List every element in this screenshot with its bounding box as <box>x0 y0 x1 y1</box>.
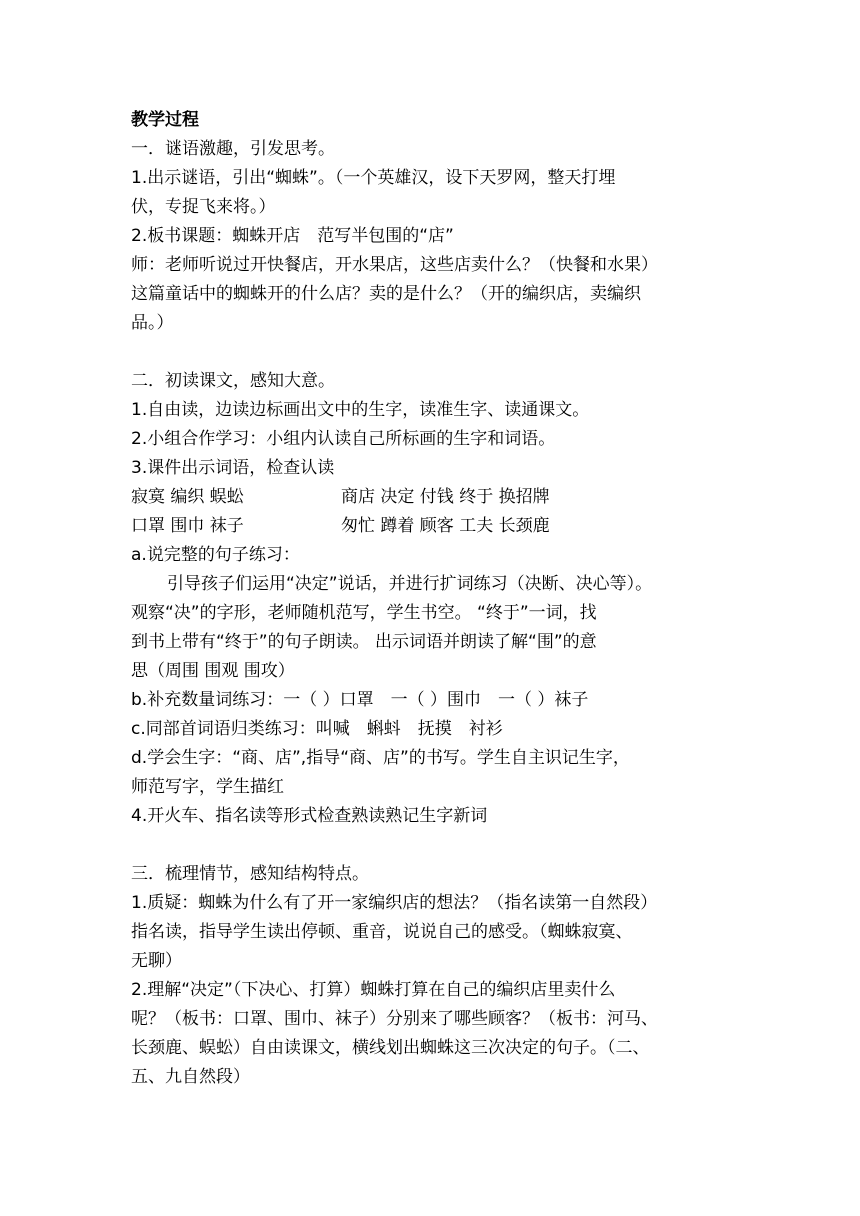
vocab-right: 匆忙 蹲着 顾客 工夫 长颈鹿 <box>341 516 550 536</box>
text-line: 师：老师听说过开快餐店，开水果店，这些店卖什么？（快餐和水果） <box>131 255 658 275</box>
section3-heading: 三．梳理情节，感知结构特点。 <box>131 864 369 884</box>
text-line: 无聊） <box>131 951 182 971</box>
text-line: 到书上带有“终于”的句子朗读。 出示词语并朗读了解“围”的意 <box>131 632 597 652</box>
text-line: 2.理解“决定”（下决心、打算）蜘蛛打算在自己的编织店里卖什么 <box>131 980 616 1000</box>
vocab-row <box>131 483 731 512</box>
text-line: 这篇童话中的蜘蛛开的什么店？卖的是什么？（开的编织店，卖编织 <box>131 284 641 304</box>
section1-heading: 一．谜语激趣，引发思考。 <box>131 139 335 159</box>
text-line: 长颈鹿、蜈蚣）自由读课文，横线划出蜘蛛这三次决定的句子。（二、 <box>131 1038 650 1058</box>
text-line: 3.课件出示词语，检查认读 <box>131 458 335 478</box>
text-line: 思（周围 围观 围攻） <box>131 661 295 681</box>
vocab-row <box>131 512 731 541</box>
vocab-right: 商店 决定 付钱 终于 换招牌 <box>341 487 550 507</box>
text-line: 呢？（板书：口罩、围巾、袜子）分别来了哪些顾客？（板书：河马、 <box>131 1009 658 1029</box>
text-line: 伏，专捉飞来将。） <box>131 197 276 217</box>
text-line: 2.板书课题：蜘蛛开店 范写半包围的“店” <box>131 226 454 246</box>
text-line: 1.出示谜语，引出“蜘蛛”。（一个英雄汉，设下天罗网，整天打埋 <box>131 168 616 188</box>
text-line: 师范写字，学生描红 <box>131 777 284 797</box>
text-line: 五、九自然段） <box>131 1067 250 1087</box>
text-line: 引导孩子们运用“决定”说话，并进行扩词练习（决断、决心等）。 <box>167 574 653 594</box>
vocab-left: 寂寞 编织 蜈蚣 <box>131 487 244 507</box>
document-page <box>131 106 731 1092</box>
exercise-b: b.补充数量词练习：一（ ）口罩 一（ ）围巾 一（ ）袜子 <box>131 690 589 710</box>
text-line: 1.自由读，边读边标画出文中的生字，读准生字、读通课文。 <box>131 400 590 420</box>
exercise-c: c.同部首词语归类练习：叫喊 蝌蚪 抚摸 衬衫 <box>131 719 503 739</box>
text-line: 指名读，指导学生读出停顿、重音，说说自己的感受。（蜘蛛寂寞、 <box>131 922 633 942</box>
section2-heading: 二．初读课文，感知大意。 <box>131 371 335 391</box>
vocab-left: 口罩 围巾 袜子 <box>131 516 244 536</box>
exercise-a-label: a.说完整的句子练习： <box>131 545 300 565</box>
text-line: 品。） <box>131 313 174 333</box>
document-title: 教学过程 <box>131 110 199 130</box>
text-line: 4.开火车、指名读等形式检查熟读熟记生字新词 <box>131 806 488 826</box>
text-line: 观察“决”的字形，老师随机范写，学生书空。 “终于”一词，找 <box>131 603 597 623</box>
text-line: 1.质疑：蜘蛛为什么有了开一家编织店的想法？（指名读第一自然段） <box>131 893 658 913</box>
blank-line <box>131 338 731 367</box>
exercise-d: d.学会生字：“商、店”,指导“商、店”的书写。学生自主识记生字， <box>131 748 630 768</box>
text-line: 2.小组合作学习：小组内认读自己所标画的生字和词语。 <box>131 429 556 449</box>
blank-line <box>131 831 731 860</box>
